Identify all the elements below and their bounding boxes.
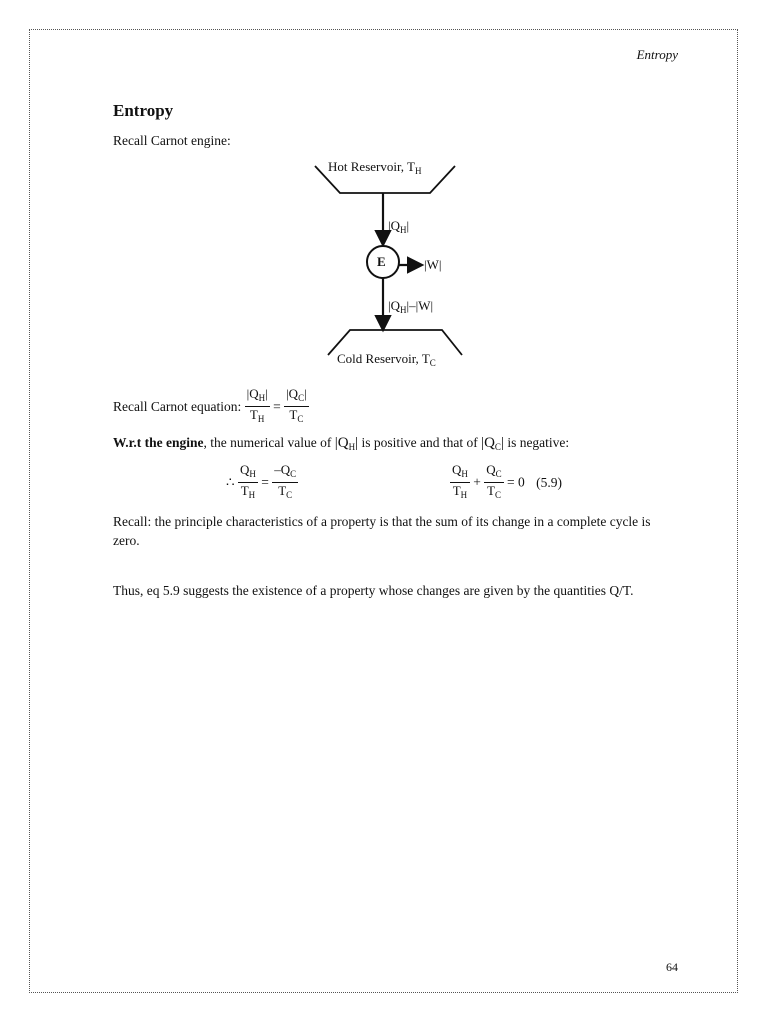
- hot-reservoir-label: Hot Reservoir, $T_H$: [328, 159, 422, 176]
- carnot-diagram-svg: [300, 150, 500, 380]
- running-header: Entropy: [636, 47, 678, 62]
- section-title: Entropy: [113, 101, 174, 120]
- thus-equation-text: Thus, eq 5.9 suggests the existence of a property whose changes are given by the quantities Q/T.: [113, 583, 634, 598]
- sum-qc-over-tc-fraction: $\frac{Q_C}{T_C}$: [486, 462, 502, 500]
- work-label: |W|: [424, 257, 442, 272]
- engine-label: E: [377, 254, 386, 269]
- therefore-equation: ∴ $\frac{Q_H}{T_H}$ = $\frac{-Q_C}{T_C}$: [226, 462, 298, 503]
- carnot-equation-label: Recall Carnot equation:: [113, 399, 242, 414]
- carnot-equation-line: Recall Carnot equation: $\frac{|Q_H|}{T_H}$ = $\frac{|Q_C|}{T_C}$: [113, 386, 309, 427]
- equation-5-9: $\frac{Q_H}{T_H}$ + $\frac{Q_C}{T_C}$ = 0 (5.9): [450, 462, 562, 503]
- recall-carnot-engine-text: Recall Carnot engine:: [113, 133, 231, 148]
- equation-number: (5.9): [536, 474, 563, 490]
- heat-in-label: $|Q_H|$: [388, 218, 410, 235]
- neg-qc-over-tc-fraction: $\frac{-Q_C}{T_C}$: [274, 462, 297, 500]
- sum-qh-over-th-fraction: $\frac{Q_H}{T_H}$: [452, 462, 468, 500]
- property-recall-text: Recall: the principle characteristics of a property is that the sum of its change in a complete cycle is zero.: [113, 514, 651, 548]
- qh-over-th-fraction: $\frac{Q_H}{T_H}$: [239, 462, 256, 500]
- carnot-fraction-left: $\frac{|Q_H|}{T_H}$: [246, 386, 268, 424]
- heat-out-label: $|Q_H|-|W|$: [388, 298, 434, 315]
- wrt-engine-text: W.r.t the engine, the numerical value of $|Q_H|$ is positive and that of $|Q_C|$ is negative:: [113, 435, 570, 452]
- carnot-fraction-right: $\frac{|Q_C|}{T_C}$: [286, 386, 307, 424]
- page-number: 64: [666, 960, 678, 974]
- cold-reservoir-label: Cold Reservoir, $T_C$: [337, 351, 436, 368]
- carnot-engine-diagram: [300, 150, 500, 380]
